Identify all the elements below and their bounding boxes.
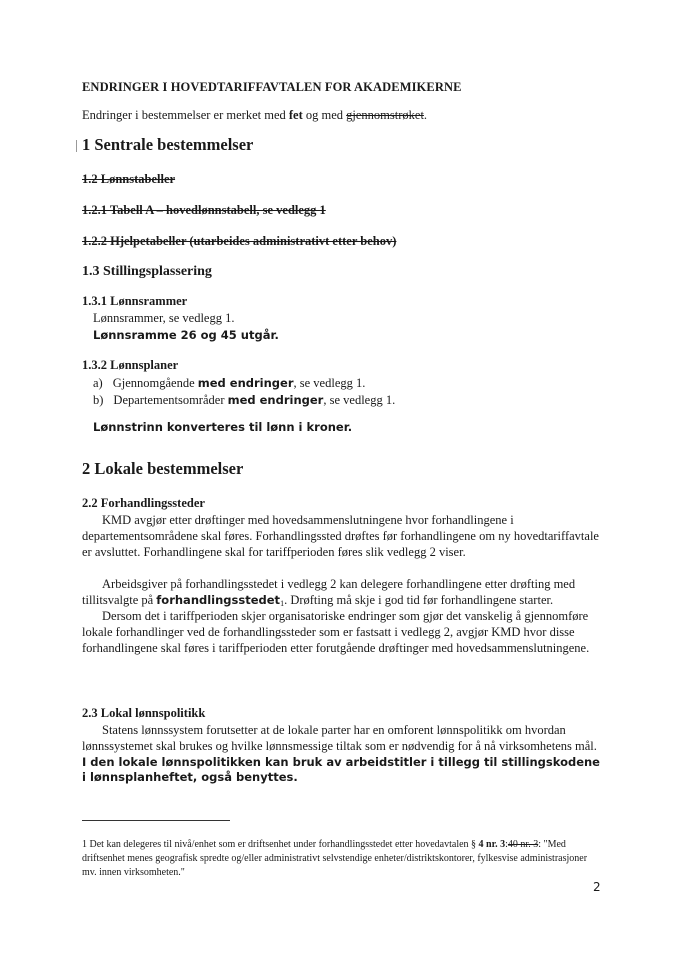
heading-stillingsplassering: 1.3 Stillingsplassering	[82, 264, 212, 279]
footnote	[82, 838, 602, 880]
document-title: ENDRINGER I HOVEDTARIFFAVTALEN FOR AKADEMIKERNE	[82, 80, 462, 94]
footnote-ref: 1	[280, 598, 285, 608]
footnote-after: : "Med driftsenhet menes geografisk spredte og/eller administrativt selvstendige enheter/distriktskontorer, fylkesvise administrasjoner mv. innen virksomheten."	[82, 839, 588, 878]
heading-lokal-lonnspolitikk: 2.3 Lokal lønnspolitikk	[82, 706, 206, 720]
list-a-after: , se vedlegg 1.	[293, 376, 366, 390]
lonnsramme-utgar: Lønnsramme 26 og 45 utgår.	[93, 328, 279, 342]
heading-lokale-bestemmelser: 2 Lokale bestemmelser	[82, 459, 244, 478]
heading-lonnsplaner: 1.3.2 Lønnsplaner	[82, 358, 179, 372]
heading-tabell-a: 1.2.1 Tabell A – hovedlønnstabell, se vedlegg 1	[82, 203, 326, 217]
forhandlingssteder-p1: KMD avgjør etter drøftinger med hovedsammenslutningene hvor forhandlingene i departementsområdene skal føres. Forhandlingssted drøftes før forhandlingene om ny hovedtariffavtale er avsluttet. Forhandlingene skal for tariffperioden føres slik vedlegg 2 viser.	[82, 513, 599, 559]
intro-after: .	[423, 108, 428, 122]
list-a-bold: med endringer	[197, 376, 294, 390]
heading-forhandlingssteder: 2.2 Forhandlingssteder	[82, 496, 205, 510]
list-b-bold: med endringer	[227, 393, 324, 407]
footnote-bold: 4 nr. 3	[478, 839, 506, 850]
heading-lonnstabeller: 1.2 Lønnstabeller	[82, 172, 176, 186]
list-a-before: Gjennomgående	[112, 376, 198, 390]
list-b-after: , se vedlegg 1.	[323, 393, 396, 407]
heading-sentrale-bestemmelser: 1 Sentrale bestemmelser	[82, 135, 254, 154]
lonnspolitikk-before: Statens lønnssystem forutsetter at de lokale parter har en omforent lønnspolitikk om hvordan lønnssystemet skal brukes og hvilke lønnsmessige tiltak som er nødvendig for å nå virksomhetens mål.	[82, 723, 597, 753]
margin-mark	[76, 140, 77, 152]
p2-before: Arbeidsgiver på forhandlingsstedet i vedlegg 2 kan delegere forhandlingene etter drøfting med tillitsvalgte på	[82, 577, 576, 607]
heading-lonnsrammer: 1.3.1 Lønnsrammer	[82, 294, 188, 308]
lonnstrinn-note: Lønnstrinn konverteres til lønn i kroner.	[93, 420, 353, 434]
p2-after: . Drøfting må skje i god tid før forhandlingene starter.	[284, 592, 554, 607]
footnote-marker: 1	[82, 839, 87, 850]
p2-bold: forhandlingsstedet	[156, 592, 281, 607]
footnote-before: Det kan delegeres til nivå/enhet som er driftsenhet under forhandlingsstedet etter hovedavtalen §	[87, 839, 479, 850]
footnote-colon: :	[505, 839, 508, 850]
forhandlingssteder-p3: Dersom det i tariffperioden skjer organisatoriske endringer som gjør det vanskelig å gjennomføre lokale forhandlinger ved de forhandlingssteder som er fastsatt i vedlegg 2, avgjør KMD hvor disse forhandlingene skal føres i tariffperioden etter forutgående drøftinger med hovedsammenslutningene.	[82, 609, 590, 655]
list-b-before: Departementsområder	[113, 393, 228, 407]
forhandlingssteder-p2	[82, 577, 602, 610]
list-marker-a: a)	[93, 376, 103, 390]
intro-before: Endringer i bestemmelser er merket med	[82, 108, 289, 122]
lonnspolitikk-p1	[82, 723, 602, 786]
lonnsrammer-text: Lønnsrammer, se vedlegg 1.	[93, 311, 235, 325]
intro-bold-example: fet	[288, 108, 303, 122]
intro-struck-example: gjennomstrøket	[346, 108, 424, 122]
footnote-divider	[82, 820, 230, 821]
page-number: 2	[593, 880, 601, 894]
list-item-a	[93, 376, 365, 392]
lonnspolitikk-bold: I den lokale lønnspolitikken kan bruk av arbeidstitler i tillegg til stillingskodene i lønnsplanheftet, også benyttes.	[82, 754, 600, 785]
list-item-b	[93, 393, 395, 409]
heading-hjelpetabeller: 1.2.2 Hjelpetabeller (utarbeides administrativt etter behov)	[82, 234, 397, 248]
intro-middle: og med	[302, 108, 347, 122]
list-marker-b: b)	[93, 393, 104, 407]
footnote-struck: 40 nr. 3	[507, 839, 539, 850]
intro-text	[82, 108, 427, 123]
